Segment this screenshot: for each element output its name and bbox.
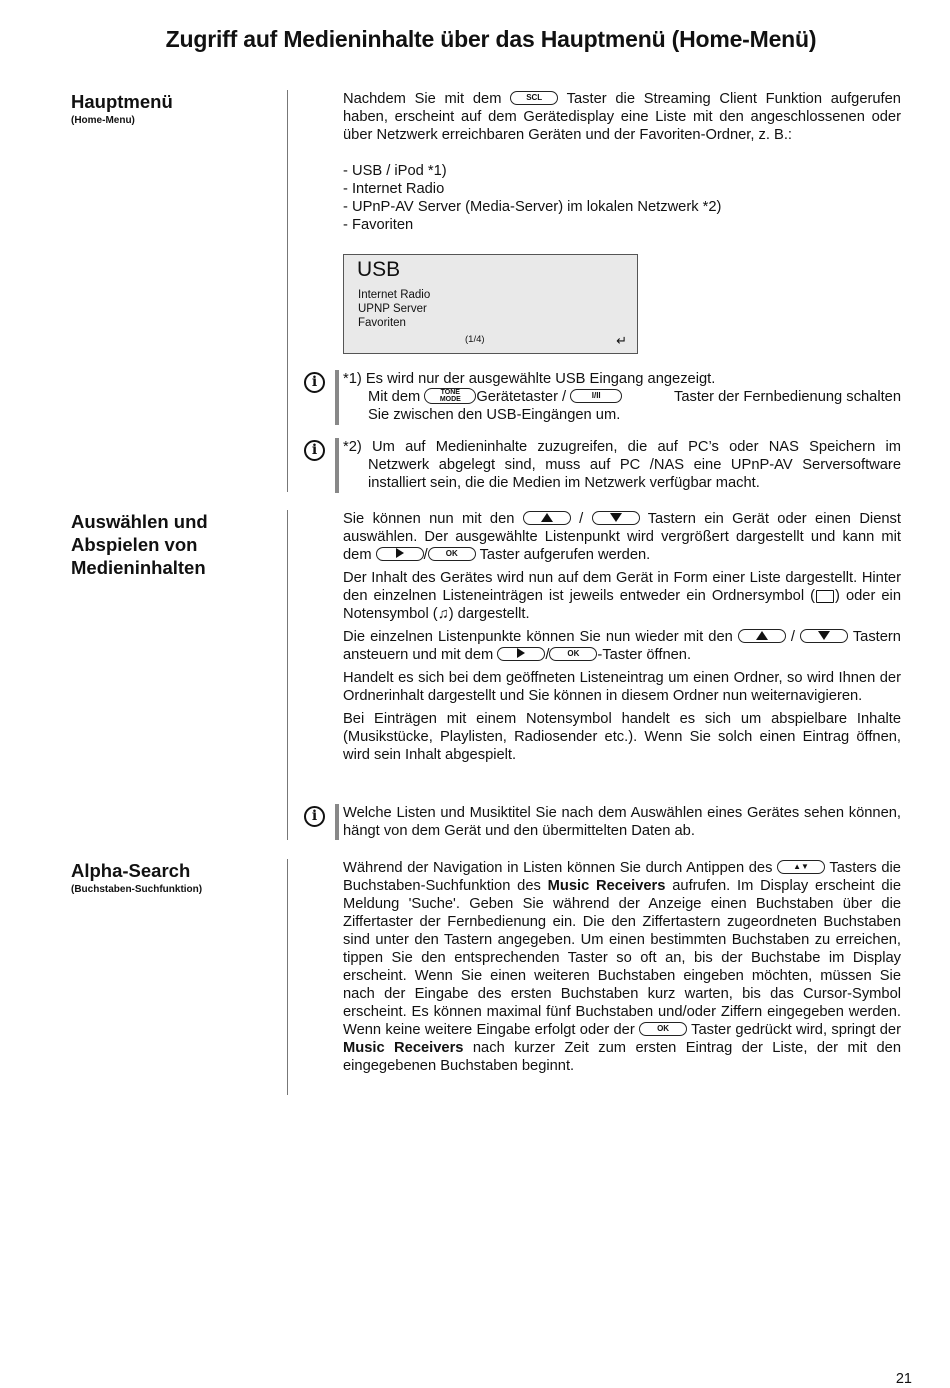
intro-text: Nachdem Sie mit dem — [343, 91, 502, 107]
note-line: *1) Es wird nur der ausgewählte USB Eingang angezeigt. — [343, 371, 716, 387]
page-title: Zugriff auf Medieninhalte über das Hauptmenü (Home-Menü) — [165, 26, 817, 52]
down-button-icon — [592, 511, 640, 525]
display-item: Internet Radio — [358, 289, 431, 301]
device-list — [343, 162, 901, 234]
ok-button-icon: OK — [549, 647, 597, 661]
note-line: Sie zwischen den USB-Eingängen um. — [368, 407, 621, 423]
note-1 — [343, 370, 901, 424]
text: ) dargestellt. — [448, 606, 530, 622]
note-line — [343, 388, 901, 406]
display-selected-item: USB — [357, 258, 401, 281]
paragraph: Sie können nun mit den / Tastern ein Gerät oder einen Dienst auswählen. Der ausgewählte Listenpunkt wird vergrößert dargestellt und kann mit dem / OK Taster aufgerufen werden. — [343, 511, 901, 563]
play-button-icon — [497, 647, 545, 661]
down-button-icon — [800, 629, 848, 643]
section-body-auswahlen — [343, 510, 901, 769]
section-title: Auswählen und Abspielen von Medieninhalten — [71, 511, 208, 578]
text: Taster aufgerufen werden. — [479, 547, 651, 563]
tone-mode-button-icon — [424, 388, 476, 404]
paragraph — [343, 569, 901, 623]
text: / — [579, 511, 584, 527]
paragraph — [343, 859, 901, 1075]
up-down-button-icon: ▲▼ — [777, 860, 825, 874]
text: aufrufen. Im Display erscheint die Meldung 'Suche'. Geben Sie während der Anzeige einen Buchstaben über die Ziffertaster der Fernbedienung ein. Die den Ziffertastern zugeordneten Buchstaben sind unter den Tastern angegeben. Um einen bestimmten Buchstaben zu erreichen, tippen Sie den entsprechenden Taster so oft an, bis der Buchstabe im Display erscheint. Wenn Sie einen weiteren Buchstaben eingeben möchten, müssen Sie nach der Eingabe des ersten Buchstaben kurz warten, bis das Cursor-Symbol erscheint. Es können maximal fünf Buchstaben und/oder Ziffern eingegeben werden. Wenn keine weitere Eingabe erfolgt oder der — [343, 878, 901, 1038]
section-subtitle: (Home-Menu) — [71, 115, 135, 126]
info-icon: i — [304, 372, 325, 393]
note-text: Taster der Fernbedienung schalten — [674, 389, 901, 405]
section-divider — [287, 510, 288, 840]
list-item: - USB / iPod *1) — [343, 163, 447, 179]
text: Tastern ein Gerät oder einen Dienst auswählen. Der ausgewählte Listenpunkt wird vergrößert dargestellt und kann mit dem — [343, 511, 901, 563]
list-item: - Favoriten — [343, 217, 414, 233]
up-button-icon — [738, 629, 786, 643]
text: -Taster öffnen. — [597, 647, 692, 663]
return-icon: ↵ — [616, 333, 627, 348]
folder-icon — [816, 590, 834, 603]
section-divider — [287, 859, 288, 1095]
section-title: Alpha-Search — [71, 860, 191, 881]
standby-button-icon: I/II — [570, 389, 622, 403]
info-icon: i — [304, 440, 325, 461]
paragraph: Handelt es sich bei dem geöffneten Listeneintrag um einen Ordner, so wird Ihnen der Ordnerinhalt dargestellt und Sie können in diesem Ordner nun weiternavigieren. — [343, 670, 901, 704]
info-icon: i — [304, 806, 325, 827]
intro-paragraph — [343, 90, 901, 144]
play-button-icon — [376, 547, 424, 561]
text: Tasters die Buchstaben-Suchfunktion des — [343, 860, 901, 894]
note-2 — [343, 438, 901, 492]
text: Die einzelnen Listenpunkte können Sie nun wieder mit den — [343, 629, 733, 645]
section-title: Hauptmenü — [71, 91, 173, 112]
music-note-icon: ♫ — [437, 606, 449, 622]
btn-label: MODE — [439, 396, 461, 404]
btn-label: TONE — [440, 389, 460, 397]
display-page-indicator: (1/4) — [465, 334, 485, 345]
note-bar — [335, 438, 339, 493]
text: nach kurzer Zeit zum ersten Eintrag der Liste, der mit den eingegebenen Buchstaben beginnt. — [343, 1040, 901, 1074]
section-body-hauptmenu — [343, 90, 901, 354]
device-display-illustration — [343, 254, 638, 354]
note-bar — [335, 370, 339, 425]
note-text: Gerätetaster / — [476, 389, 567, 405]
text: Taster gedrückt wird, springt der — [691, 1022, 901, 1038]
text: Tastern ansteuern und mit dem — [343, 629, 901, 663]
ok-button-icon: OK — [639, 1022, 687, 1036]
note-line: Netzwerk abgelegt sind, muss auf PC /NAS eine UPnP-AV Serversoftware installiert sein, die die Medien im Netzwerk verfügbar macht. — [368, 457, 901, 491]
intro-text: Taster die Streaming Client Funktion aufgerufen haben, erscheint auf dem Gerätedisplay eine Liste mit den angeschlossenen oder über Netzwerk erreichbaren Geräten und der Favoriten-Ordner, z. B.: — [343, 91, 901, 143]
list-item: - Internet Radio — [343, 181, 445, 197]
section-heading-auswahlen — [71, 510, 271, 579]
list-item: - UPnP-AV Server (Media-Server) im lokalen Netzwerk *2) — [343, 199, 722, 215]
brand-name: Music Receivers — [547, 878, 666, 894]
note-text: Mit dem — [368, 389, 421, 405]
up-button-icon — [523, 511, 571, 525]
display-item: UPNP Server — [358, 303, 427, 315]
scl-button-icon: SCL — [510, 91, 558, 105]
text: Sie können nun mit den — [343, 511, 515, 527]
ok-button-icon: OK — [428, 547, 476, 561]
text: ) oder ein Notensymbol ( — [343, 588, 901, 622]
text: Der Inhalt des Gerätes wird nun auf dem Gerät in Form einer Liste dargestellt. Hinter den einzelnen Listeneinträgen ist jeweils entweder ein Ordnersymbol ( — [343, 570, 901, 604]
note-3: Welche Listen und Musiktitel Sie nach dem Auswählen eines Gerätes sehen können, hängt von dem Gerät und den übermittelten Daten ab. — [343, 805, 901, 839]
text: / — [790, 629, 795, 645]
note-line: *2) Um auf Medieninhalte zuzugreifen, die auf PC’s oder NAS Speichern im — [343, 439, 901, 455]
text: Während der Navigation in Listen können Sie durch Antippen des — [343, 860, 773, 876]
display-item: Favoriten — [358, 317, 406, 329]
section-heading-alpha — [71, 859, 271, 895]
section-heading-hauptmenu — [71, 90, 271, 126]
brand-name: Music Receivers — [343, 1040, 464, 1056]
section-subtitle: (Buchstaben-Suchfunktion) — [71, 884, 203, 895]
paragraph: Die einzelnen Listenpunkte können Sie nun wieder mit den / Tastern ansteuern und mit dem / OK -Taster öffnen. — [343, 629, 901, 663]
section-body-alpha — [343, 859, 901, 1080]
section-divider — [287, 90, 288, 492]
note-bar — [335, 804, 339, 840]
paragraph: Bei Einträgen mit einem Notensymbol handelt es sich um abspielbare Inhalte (Musikstücke, Playlisten, Radiosender etc.). Wenn Sie solch einen Eintrag öffnen, wird sein Inhalt abgespielt. — [343, 711, 901, 763]
page-number: 21 — [895, 1371, 912, 1387]
